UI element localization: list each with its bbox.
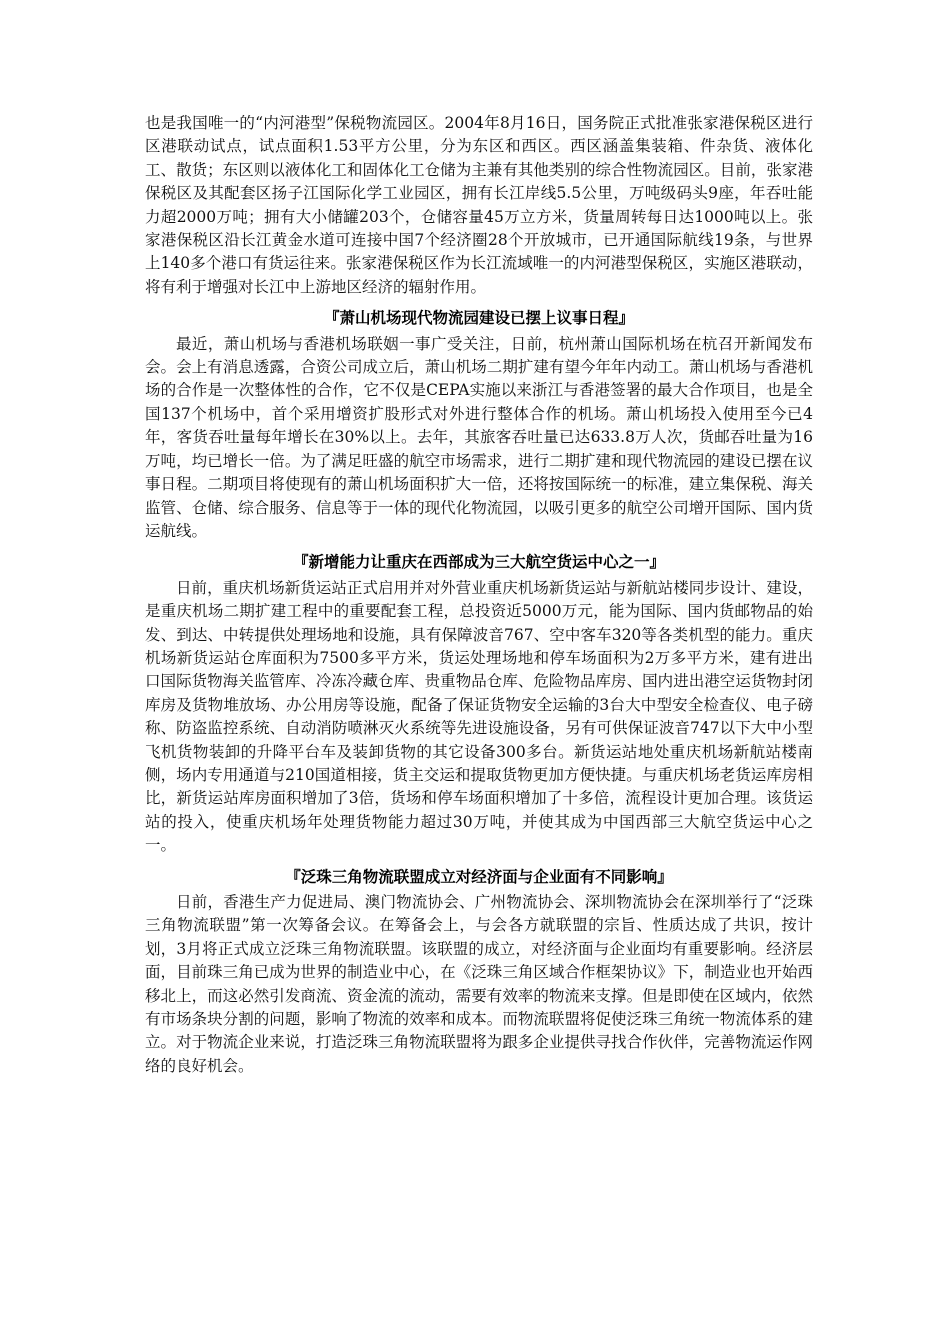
heading-bracket: 『 xyxy=(285,867,301,886)
section-heading-text: 新增能力让重庆在西部成为三大航空货运中心之一』 xyxy=(308,553,666,572)
document-page xyxy=(145,112,813,1078)
section-heading-text: 萧山机场现代物流园建设已摆上议事日程』 xyxy=(339,309,635,328)
intro-paragraph: 也是我国唯一的“内河港型”保税物流园区。2004年8月16日，国务院正式批准张家港保税区进行区港联动试点，试点面积1.53平方公里，分为东区和西区。西区涵盖集装箱、件杂货、液体化工、散货；东区则以液体化工和固体化工仓储为主兼有其他类别的综合性物流园区。目前，张家港保税区及其配套区扬子江国际化学工业园区，拥有长江岸线5.5公里，万吨级码头9座，年吞吐能力超2000万吨；拥有大小储罐203个，仓储容量45万立方米，货量周转每日达1000吨以上。张家港保税区沿长江黄金水道可连接中国7个经济圈28个开放城市，已开通国际航线19条，与世界上140多个港口有货运往来。张家港保税区作为长江流域唯一的内河港型保税区，实施区港联动，将有利于增强对长江中上游地区经济的辐射作用。 xyxy=(145,114,813,296)
section-chongqing-cargo xyxy=(145,551,813,857)
section-heading xyxy=(145,866,813,889)
section-body: 日前，重庆机场新货运站正式启用并对外营业重庆机场新货运站与新航站楼同步设计、建设，是重庆机场二期扩建工程中的重要配套工程，总投资近5000万元，能为国际、国内货邮物品的始发、到达、中转提供处理场地和设施，具有保障波音767、空中客车320等各类机型的能力。重庆机场新货运站仓库面积为7500多平方米，货运处理场地和停车场面积为2万多平方米，建有进出口国际货物海关监管库、冷冻冷藏仓库、贵重物品仓库、危险物品库房、国内进出港空运货物封闭库房及货物堆放场、办公用房等设施，配备了保证货物安全运输的3台大中型安全检查仪、电子磅称、防盗监控系统、自动消防喷淋灭火系统等先进设施设备，另有可供保证波音747以下大中小型飞机货物装卸的升降平台车及装卸货物的其它设备300多台。新货运站地处重庆机场新航站楼南侧，场内专用通道与210国道相接，货主交运和提取货物更加方便快捷。与重庆机场老货运库房相比，新货运站库房面积增加了3倍，货场和停车场面积增加了十多倍，流程设计更加合理。该货运站的投入，使重庆机场年处理货物能力超过30万吨，并使其成为中国西部三大航空货运中心之一。 xyxy=(145,578,813,855)
section-heading xyxy=(145,551,813,574)
section-body: 日前，香港生产力促进局、澳门物流协会、广州物流协会、深圳物流协会在深圳举行了“泛珠三角物流联盟”第一次筹备会议。在筹备会上，与会各方就联盟的宗旨、性质达成了共识，按计划，3月将正式成立泛珠三角物流联盟。该联盟的成立，对经济面与企业面均有重要影响。经济层面，目前珠三角已成为世界的制造业中心，在《泛珠三角区域合作框架协议》下，制造业也开始西移北上，而这必然引发商流、资金流的流动，需要有效率的物流来支撑。但是即使在区域内，依然有市场条块分割的问题，影响了物流的效率和成本。而物流联盟将促使泛珠三角统一物流体系的建立。对于物流企业来说，打造泛珠三角物流联盟将为跟多企业提供寻找合作伙伴，完善物流运作网络的良好机会。 xyxy=(145,893,813,1075)
section-pearl-river-alliance xyxy=(145,866,813,1079)
heading-bracket: 『 xyxy=(292,553,309,572)
section-heading-text: 泛珠三角物流联盟成立对经济面与企业面有不同影响』 xyxy=(300,867,673,886)
section-heading xyxy=(145,307,813,330)
section-body: 最近，萧山机场与香港机场联姻一事广受关注，日前，杭州萧山国际机场在杭召开新闻发布会。会上有消息透露，合资公司成立后，萧山机场二期扩建有望今年年内动工。萧山机场与香港机场的合作是一次整体性的合作，它不仅是CEPA实施以来浙江与香港签署的最大合作项目，也是全国137个机场中，首个采用增资扩股形式对外进行整体合作的机场。萧山机场投入使用至今已4年，客货吞吐量每年增长在30%以上。去年，其旅客吞吐量已达633.8万人次，货邮吞吐量为16万吨，均已增长一倍。为了满足旺盛的航空市场需求，进行二期扩建和现代物流园的建设已摆在议事日程。二期项目将使现有的萧山机场面积扩大一倍，还将按国际统一的标准，建立集保税、海关监管、仓储、综合服务、信息等于一体的现代化物流园，以吸引更多的航空公司增开国际、国内货运航线。 xyxy=(145,334,813,540)
section-xiaoshan-airport xyxy=(145,307,813,543)
heading-bracket: 『 xyxy=(323,309,340,328)
